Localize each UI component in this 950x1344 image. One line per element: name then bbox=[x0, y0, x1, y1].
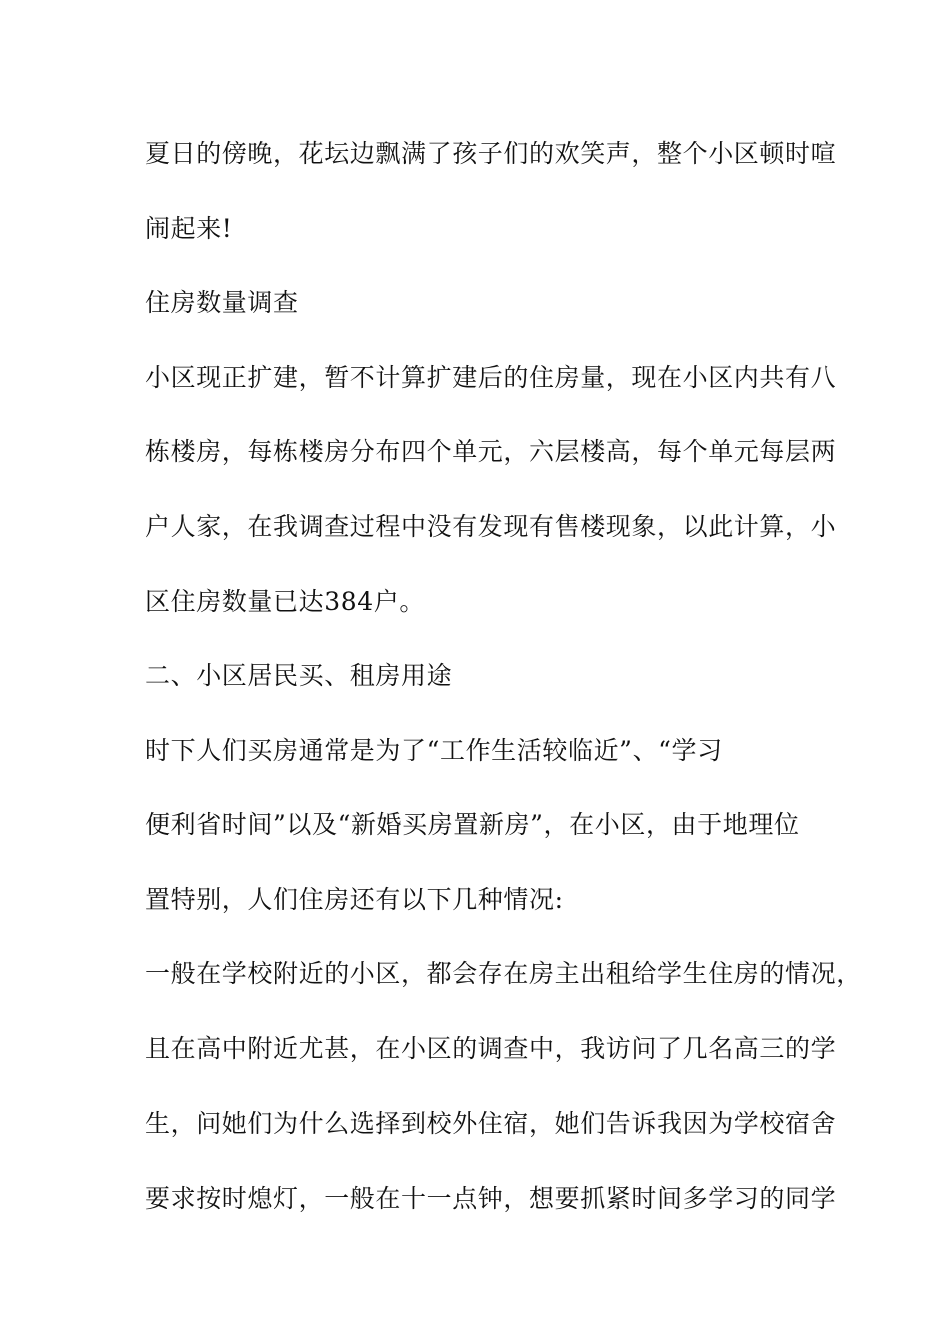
section-heading: 住房数量调查 bbox=[145, 288, 299, 317]
paragraph-line: 要求按时熄灯，一般在十一点钟，想要抓紧时间多学习的同学 bbox=[145, 1184, 837, 1213]
paragraph-line: 闹起来! bbox=[145, 214, 233, 243]
paragraph-line: 夏日的傍晚，花坛边飘满了孩子们的欢笑声，整个小区顿时喧 bbox=[145, 139, 837, 168]
paragraph-line: 户人家，在我调查过程中没有发现有售楼现象，以此计算，小 bbox=[145, 512, 837, 541]
paragraph-line: 栋楼房，每栋楼房分布四个单元，六层楼高，每个单元每层两 bbox=[145, 437, 837, 466]
paragraph-line: 区住房数量已达384户。 bbox=[145, 587, 425, 616]
paragraph-line: 时下人们买房通常是为了“工作生活较临近”、“学习 bbox=[145, 736, 723, 765]
paragraph-line: 生，问她们为什么选择到校外住宿，她们告诉我因为学校宿舍 bbox=[145, 1109, 837, 1138]
section-heading: 二、小区居民买、租房用途 bbox=[145, 661, 453, 690]
paragraph-line: 置特别，人们住房还有以下几种情况: bbox=[145, 885, 564, 914]
paragraph-line: 一般在学校附近的小区，都会存在房主出租给学生住房的情况， bbox=[145, 959, 862, 988]
paragraph-line: 且在高中附近尤甚，在小区的调查中，我访问了几名高三的学 bbox=[145, 1034, 837, 1063]
paragraph-line: 便利省时间”以及“新婚买房置新房”，在小区，由于地理位 bbox=[145, 810, 800, 839]
paragraph-line: 小区现正扩建，暂不计算扩建后的住房量，现在小区内共有八 bbox=[145, 363, 837, 392]
